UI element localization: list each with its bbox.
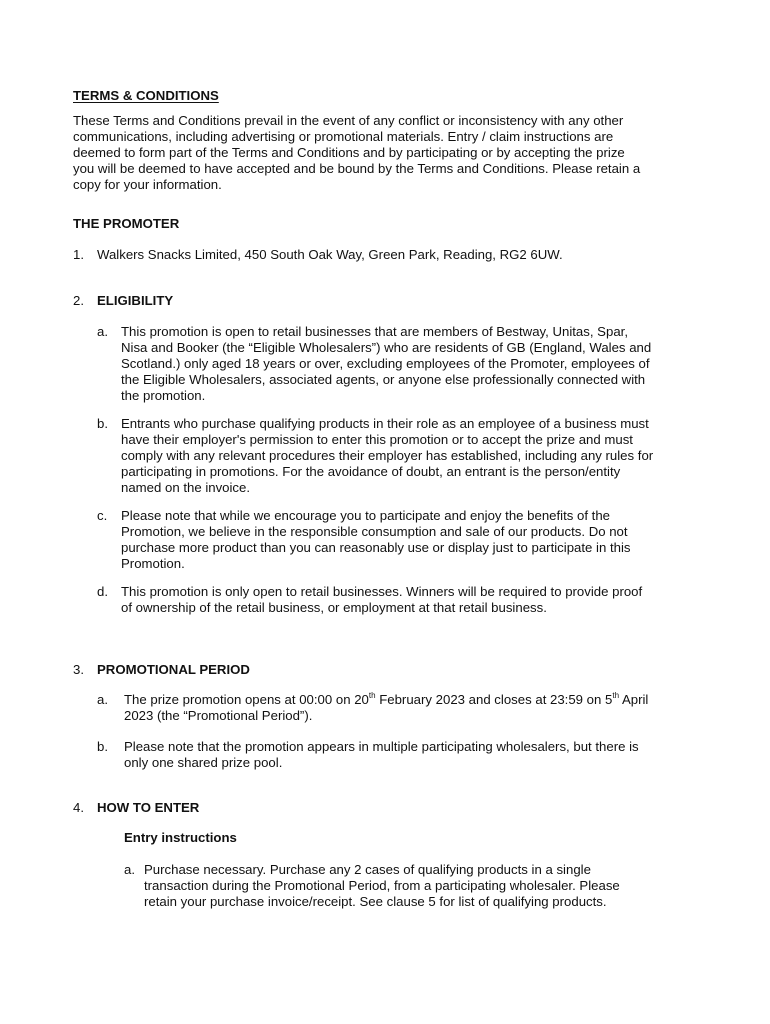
enter-item-a-label: a. bbox=[124, 862, 135, 877]
eligibility-item-a-label: a. bbox=[97, 324, 108, 339]
text-line: 2023 (the “Promotional Period”). bbox=[124, 708, 313, 723]
text-line: named on the invoice. bbox=[121, 480, 251, 495]
eligibility-item-b-text bbox=[121, 416, 653, 496]
enter-heading: HOW TO ENTER bbox=[97, 800, 200, 815]
period-item-b-label: b. bbox=[97, 739, 108, 754]
ordinal-suffix: th bbox=[612, 690, 620, 700]
text-line: have their employer's permission to enter this promotion or to accept the prize and must bbox=[121, 432, 633, 447]
period-item-b-text bbox=[124, 739, 639, 771]
intro-line: These Terms and Conditions prevail in the event of any conflict or inconsistency with any other bbox=[73, 113, 624, 128]
text-line: This promotion is open to retail businesses that are members of Bestway, Unitas, Spar, bbox=[121, 324, 628, 339]
intro-paragraph bbox=[73, 113, 698, 193]
text-segment: February 2023 and closes at 23:59 on 5 bbox=[375, 692, 613, 707]
period-item-a-text bbox=[124, 692, 648, 724]
eligibility-item-c-label: c. bbox=[97, 508, 108, 523]
text-line: This promotion is only open to retail businesses. Winners will be required to provide proof bbox=[121, 584, 643, 599]
intro-line: you will be deemed to have accepted and be bound by the Terms and Conditions. Please retain a bbox=[73, 161, 641, 176]
text-line: only one shared prize pool. bbox=[124, 755, 283, 770]
text-line: Promotion, we believe in the responsible consumption and sale of our products. Do not bbox=[121, 524, 628, 539]
text-line: purchase more product than you can reasonably use or display just to participate in this bbox=[121, 540, 631, 555]
enter-item-a-text bbox=[144, 862, 620, 910]
eligibility-item-c-text bbox=[121, 508, 630, 572]
ordinal-suffix: th bbox=[368, 690, 376, 700]
text-line: the Eligible Wholesalers, associated agents, or anyone else professionally connected with bbox=[121, 372, 646, 387]
text-line: Please note that while we encourage you to participate and enjoy the benefits of the bbox=[121, 508, 610, 523]
text-line: participating in promotions. For the avoidance of doubt, an entrant is the person/entity bbox=[121, 464, 621, 479]
text-line: Entrants who purchase qualifying products in their role as an employee of a business must bbox=[121, 416, 649, 431]
text-line: Purchase necessary. Purchase any 2 cases of qualifying products in a single bbox=[144, 862, 591, 877]
intro-line: deemed to form part of the Terms and Conditions and by participating or by accepting the prize bbox=[73, 145, 625, 160]
text-line: the promotion. bbox=[121, 388, 206, 403]
text-segment: The prize promotion opens at 00:00 on 20 bbox=[124, 692, 369, 707]
enter-number: 4. bbox=[73, 800, 84, 815]
eligibility-item-d-text bbox=[121, 584, 642, 616]
promoter-heading: THE PROMOTER bbox=[73, 216, 180, 231]
text-line bbox=[124, 692, 648, 708]
intro-line: copy for your information. bbox=[73, 177, 222, 192]
eligibility-item-d-label: d. bbox=[97, 584, 108, 599]
entry-instructions-subheading: Entry instructions bbox=[124, 830, 237, 845]
period-heading: PROMOTIONAL PERIOD bbox=[97, 662, 250, 677]
text-line: Please note that the promotion appears in multiple participating wholesalers, but there is bbox=[124, 739, 639, 754]
text-line: Scotland.) only aged 18 years or over, excluding employees of the Promoter, employees of bbox=[121, 356, 650, 371]
eligibility-number: 2. bbox=[73, 293, 84, 308]
text-line: Nisa and Booker (the “Eligible Wholesalers”) who are residents of GB (England, Wales and bbox=[121, 340, 652, 355]
period-number: 3. bbox=[73, 662, 84, 677]
intro-line: communications, including advertising or promotional materials. Entry / claim instructions are bbox=[73, 129, 614, 144]
text-line: Promotion. bbox=[121, 556, 185, 571]
text-segment: April bbox=[619, 692, 649, 707]
text-line: of ownership of the retail business, or employment at that retail business. bbox=[121, 600, 547, 615]
eligibility-item-b-label: b. bbox=[97, 416, 108, 431]
document-title: TERMS & CONDITIONS bbox=[73, 88, 219, 103]
eligibility-heading: ELIGIBILITY bbox=[97, 293, 174, 308]
promoter-text: Walkers Snacks Limited, 450 South Oak Way, Green Park, Reading, RG2 6UW. bbox=[97, 247, 563, 262]
period-item-a-label: a. bbox=[97, 692, 108, 707]
promoter-number: 1. bbox=[73, 247, 84, 262]
eligibility-item-a-text bbox=[121, 324, 651, 404]
text-line: transaction during the Promotional Period, from a participating wholesaler. Please bbox=[144, 878, 620, 893]
text-line: comply with any relevant procedures their employer has established, including any rules for bbox=[121, 448, 654, 463]
text-line: retain your purchase invoice/receipt. See clause 5 for list of qualifying products. bbox=[144, 894, 607, 909]
